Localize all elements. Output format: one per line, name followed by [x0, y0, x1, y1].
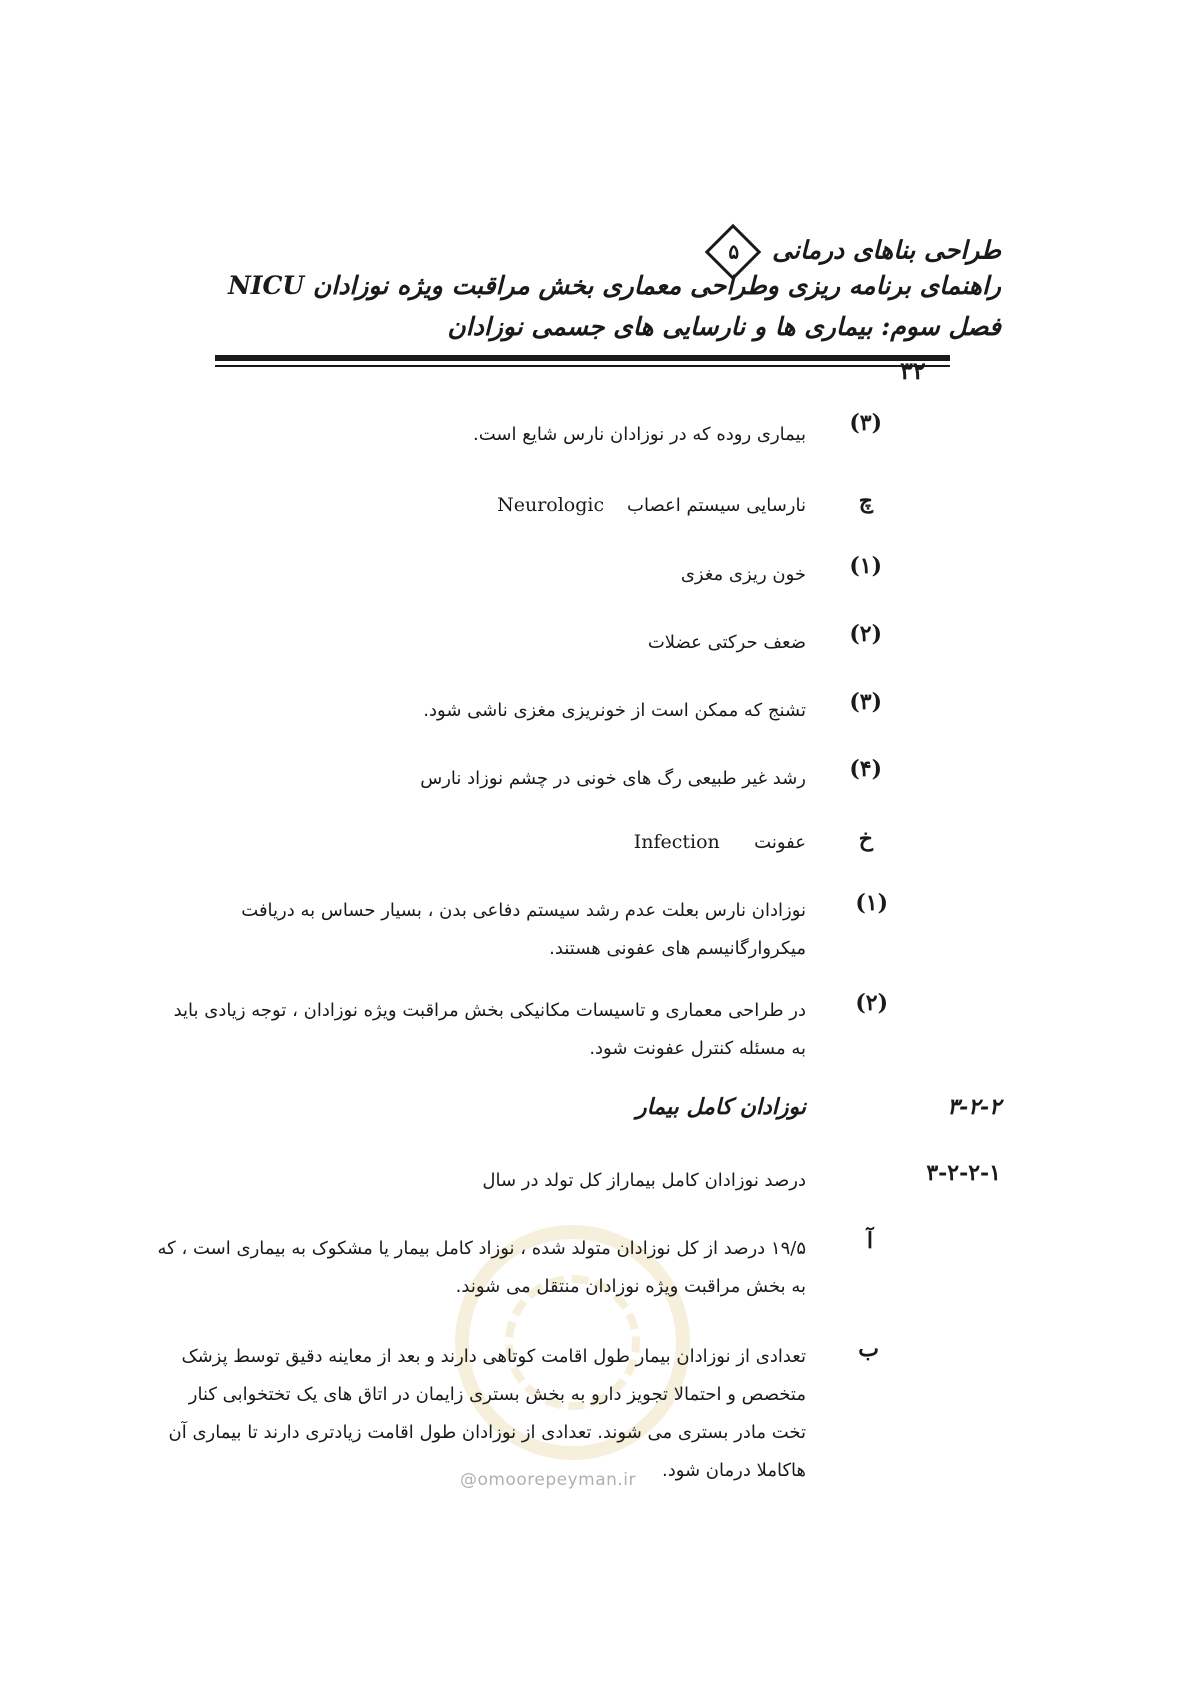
list-item: ضعف حرکتی عضلات: [647, 632, 806, 653]
page-number: ۳۲: [900, 356, 926, 385]
list-item: تشنج که ممکن است از خونریزی مغزی ناشی شود.: [423, 700, 806, 721]
list-item: [497, 486, 806, 525]
paragraph-marker: آ: [866, 1228, 873, 1254]
list-item-text: عفونت: [754, 832, 806, 853]
item-marker: (۱): [855, 890, 888, 916]
english-term: Neurologic: [497, 494, 605, 516]
list-item: نوزادان نارس بعلت عدم رشد سیستم دفاعی بدن ، بسیار حساس به دریافت میکروارگانیسم های عفونی هستند.: [241, 900, 806, 959]
item-marker: (۳): [849, 410, 882, 436]
watermark-url-text: omoorepeyman.ir: [477, 1470, 637, 1490]
item-marker: (۳): [849, 689, 882, 715]
book-title: [703, 232, 1001, 272]
item-marker: چ: [858, 488, 873, 514]
english-term: Infection: [633, 831, 720, 853]
list-item-text: نارسایی سیستم اعصاب: [627, 495, 806, 516]
list-item: خون ریزی مغزی: [680, 564, 806, 585]
book-subtitle: راهنمای برنامه ریزی وطراحی معماری بخش مراقبت ویژه نوزادان NICU: [227, 271, 1001, 300]
section-number: ۳-۲-۲: [947, 1094, 1001, 1120]
item-marker: (۲): [855, 990, 888, 1016]
paragraph: تعدادی از نوزادان بیمار طول اقامت کوتاهی دارند و بعد از معاینه دقیق توسط پزشک متخصص و احتمالا تجویز دارو به بخش بستری زایمان در اتاق های یک تختخوابی کنار تخت مادر بستری می شوند. تعدادی از نوزادان طول اقامت زیادتری دارند تا بیماری آن هاکاملا درمان شود.: [168, 1346, 806, 1481]
item-marker: (۱): [849, 553, 882, 579]
item-marker: خ: [858, 826, 873, 852]
paragraph-marker: ب: [858, 1336, 879, 1362]
list-item: بیماری روده که در نوزادان نارس شایع است.: [473, 424, 806, 445]
header-rule-thick: [215, 355, 950, 361]
list-item: رشد غیر طبیعی رگ های خونی در چشم نوزاد نارس: [420, 768, 806, 789]
volume-number: ۵: [728, 239, 740, 264]
item-marker: (۴): [849, 756, 882, 782]
subsection-title: درصد نوزادان کامل بیماراز کل تولد در سال: [482, 1170, 806, 1191]
book-title-text: طراحی بناهای درمانی: [772, 235, 1001, 265]
chapter-title: فصل سوم: بیماری ها و نارسایی های جسمی نوزادان: [447, 312, 1001, 341]
header-rule-thin: [215, 365, 950, 367]
watermark-url: @omoorepeyman.ir: [460, 1470, 637, 1490]
paragraph: ۱۹/۵ درصد از کل نوزادان متولد شده ، نوزاد کامل بیمار یا مشکوک به بیماری است ، که به بخش مراقبت ویژه نوزادان منتقل می شوند.: [157, 1238, 806, 1297]
subsection-number: ۳-۲-۲-۱: [926, 1160, 1001, 1186]
list-item: در طراحی معماری و تاسیسات مکانیکی بخش مراقبت ویژه نوزادان ، توجه زیادی باید به مسئله کنترل عفونت شود.: [173, 1000, 806, 1059]
item-marker: (۲): [849, 621, 882, 647]
list-item: [634, 823, 806, 862]
section-title: نوزادان کامل بیمار: [635, 1094, 806, 1120]
